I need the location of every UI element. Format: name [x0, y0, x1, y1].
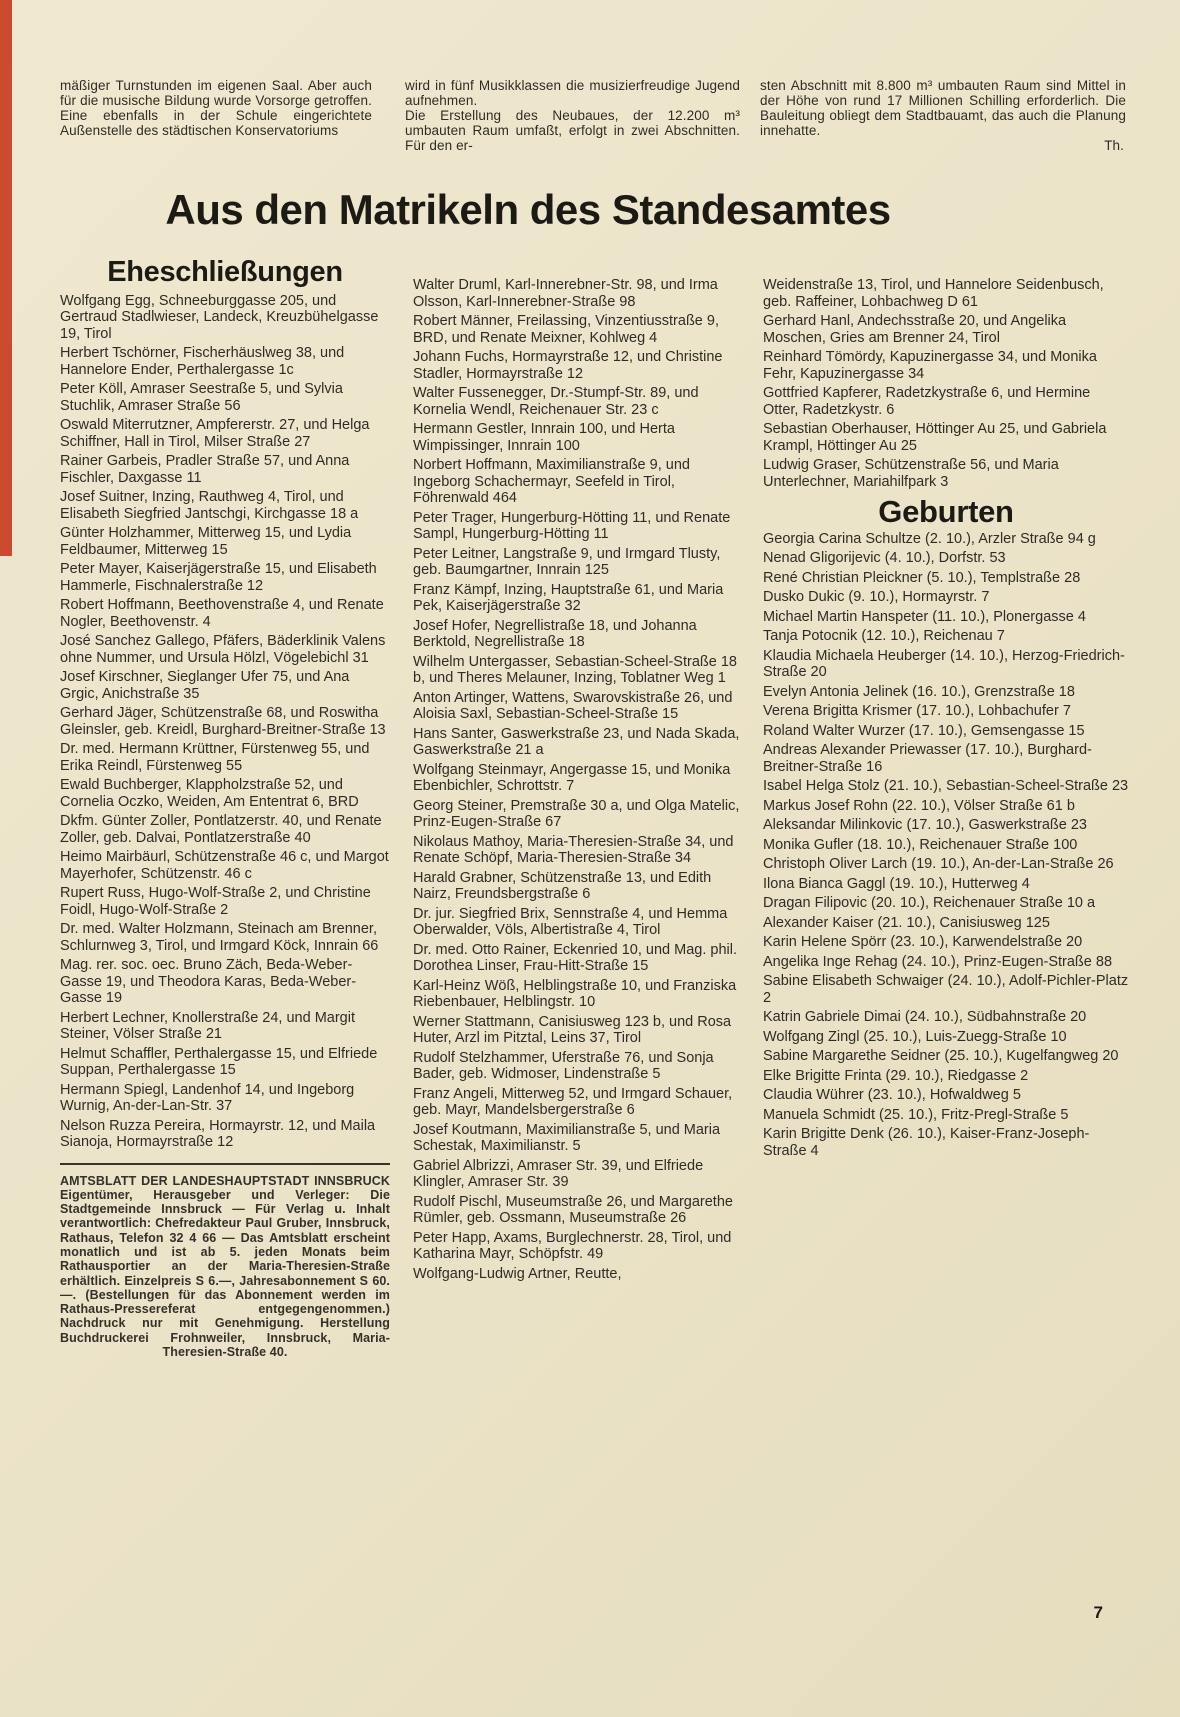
birth-entry: Nenad Gligorijevic (4. 10.), Dorfstr. 53 — [763, 550, 1006, 566]
intro-column-3 — [760, 78, 1126, 153]
birth-entry: Georgia Carina Schultze (2. 10.), Arzler Straße 94 g — [763, 530, 1096, 547]
intro-section — [60, 78, 1126, 153]
marriage-entry: Ludwig Graser, Schützenstraße 56, und Maria Unterlechner, Mariahilfpark 3 — [763, 457, 1059, 490]
marriage-entry: Robert Hoffmann, Beethovenstraße 4, und Renate Nogler, Beethovenstr. 4 — [60, 597, 384, 630]
birth-entry: Ilona Bianca Gaggl (19. 10.), Hutterweg 4 — [763, 875, 1030, 892]
birth-entry: Aleksandar Milinkovic (17. 10.), Gaswerkstraße 23 — [763, 817, 1087, 833]
marriage-entry: Johann Fuchs, Hormayrstraße 12, und Christine Stadler, Hormayrstraße 12 — [413, 349, 723, 382]
birth-entry: Claudia Wührer (23. 10.), Hofwaldweg 5 — [763, 1087, 1021, 1103]
birth-entry: Karin Helene Spörr (23. 10.), Karwendelstraße 20 — [763, 934, 1083, 950]
marriage-entry: Harald Grabner, Schützenstraße 13, und Edith Nairz, Freundsbergstraße 6 — [413, 869, 712, 902]
author-initials: Th. — [1104, 138, 1124, 153]
marriage-entry: Peter Köll, Amraser Seestraße 5, und Sylvia Stuchlik, Amraser Straße 56 — [60, 381, 343, 414]
birth-entry: Dragan Filipovic (20. 10.), Reichenauer Straße 10 a — [763, 895, 1096, 911]
marriage-entry: Josef Hofer, Negrellistraße 18, und Johanna Berktold, Negrellistraße 18 — [413, 617, 697, 650]
marriage-entry-continuation: Weidenstraße 13, Tirol, und Hannelore Seidenbusch, geb. Raffeiner, Lohbachweg D 61 — [763, 277, 1104, 310]
marriages-list-col3 — [763, 313, 1129, 490]
marriages-list-col1 — [60, 293, 390, 1151]
intro-col3-text: sten Abschnitt mit 8.800 m³ umbauten Raum sind Mittel in der Höhe von rund 17 Millionen Schilling erforderlich. Die Bauleitung obliegt dem Stadtbauamt, das auch die Planung innehatte. — [760, 78, 1126, 138]
marriage-entry: Peter Mayer, Kaiserjägerstraße 15, und Elisabeth Hammerle, Fischnalerstraße 12 — [60, 561, 377, 594]
birth-entry: Monika Gufler (18. 10.), Reichenauer Straße 100 — [763, 836, 1078, 853]
birth-entry: Katrin Gabriele Dimai (24. 10.), Südbahnstraße 20 — [763, 1009, 1087, 1025]
birth-entry: Alexander Kaiser (21. 10.), Canisiusweg 125 — [763, 914, 1050, 931]
marriage-entry: Hans Santer, Gaswerkstraße 23, und Nada Skada, Gaswerkstraße 21 a — [413, 725, 740, 758]
marriage-entry: Walter Druml, Karl-Innerebner-Str. 98, und Irma Olsson, Karl-Innerebner-Straße 98 — [413, 277, 718, 310]
marriage-entry: Hermann Gestler, Innrain 100, und Herta Wimpissinger, Innrain 100 — [413, 421, 675, 454]
marriage-entry: Rudolf Pischl, Museumstraße 26, und Margarethe Rümler, geb. Ossmann, Museumstraße 26 — [413, 1193, 733, 1226]
marriage-entry: Walter Fussenegger, Dr.-Stumpf-Str. 89, und Kornelia Wendl, Reichenauer Str. 23 c — [413, 385, 699, 418]
marriage-entry: Dr. med. Otto Rainer, Eckenried 10, und Mag. phil. Dorothea Linser, Frau-Hitt-Straße 15 — [413, 941, 737, 974]
marriages-list-col2 — [413, 277, 745, 1282]
marriage-entry: Franz Angeli, Mitterweg 52, und Irmgard Schauer, geb. Mayr, Mandelsbergerstraße 6 — [413, 1085, 733, 1118]
imprint-text: AMTSBLATT DER LANDESHAUPTSTADT INNSBRUCK Eigentümer, Herausgeber und Verleger: Die Stadtgemeinde Innsbruck — Für Verlag u. Inhalt verantwortlich: Chefredakteur Paul Gruber, Innsbruck, Rathaus, Telefon 32 4 66 — Das Amtsblatt erscheint monatlich und ist ab 5. jeden Monats beim Rathausportier an der Maria-Theresien-Straße erhältlich. Einzelpreis S 6.—, Jahresabonnement S 60.—. (Bestellungen für das Abonnement werden im Rathaus-Pressereferat entgegengenommen.) Nachdruck nur mit Genehmigung. Herstellung Buchdruckerei Frohnweiler, Innsbruck, Maria-Theresien-Straße 40. — [60, 1173, 390, 1360]
marriage-entry: Nikolaus Mathoy, Maria-Theresien-Straße 34, und Renate Schöpf, Maria-Theresien-Straße 34 — [413, 833, 734, 866]
marriage-entry: Rupert Russ, Hugo-Wolf-Straße 2, und Christine Foidl, Hugo-Wolf-Straße 2 — [60, 885, 371, 918]
birth-entry: Sabine Elisabeth Schwaiger (24. 10.), Adolf-Pichler-Platz 2 — [763, 973, 1129, 1006]
marriage-entry: Peter Happ, Axams, Burglechnerstr. 28, Tirol, und Katharina Mayr, Schöpfstr. 49 — [413, 1229, 732, 1262]
marriage-entry: Franz Kämpf, Inzing, Hauptstraße 61, und Maria Pek, Kaiserjägerstraße 32 — [413, 581, 724, 614]
birth-entry: Tanja Potocnik (12. 10.), Reichenau 7 — [763, 628, 1005, 644]
birth-entry: Roland Walter Wurzer (17. 10.), Gemsengasse 15 — [763, 722, 1085, 739]
birth-entry: Elke Brigitte Frinta (29. 10.), Riedgasse 2 — [763, 1067, 1029, 1084]
marriage-entry: Günter Holzhammer, Mitterweg 15, und Lydia Feldbaumer, Mitterweg 15 — [60, 525, 352, 558]
marriage-entry: Oswald Miterrutzner, Ampfererstr. 27, und Helga Schiffner, Hall in Tirol, Milser Straße 27 — [60, 417, 370, 450]
birth-entry: Karin Brigitte Denk (26. 10.), Kaiser-Franz-Joseph-Straße 4 — [763, 1126, 1090, 1159]
marriage-entry: Rainer Garbeis, Pradler Straße 57, und Anna Fischler, Daxgasse 11 — [60, 453, 350, 486]
marriage-entry: Peter Trager, Hungerburg-Hötting 11, und Renate Sampl, Hungerburg-Hötting 11 — [413, 509, 731, 542]
column-2 — [413, 262, 745, 1359]
imprint-divider — [60, 1163, 390, 1165]
marriage-entry: Dr. med. Hermann Krüttner, Fürstenweg 55, und Erika Reindl, Fürstenweg 55 — [60, 741, 370, 774]
marriage-entry: Werner Stattmann, Canisiusweg 123 b, und Rosa Huter, Arzl im Pitztal, Leins 37, Tirol — [413, 1013, 732, 1046]
section-heading-marriages: Eheschließungen — [107, 256, 343, 288]
birth-entry: Isabel Helga Stolz (21. 10.), Sebastian-Scheel-Straße 23 — [763, 778, 1129, 794]
marriage-entry: Gerhard Jäger, Schützenstraße 68, und Roswitha Gleinsler, geb. Kreidl, Burghard-Breitner-Straße 13 — [60, 705, 386, 738]
registry-columns — [60, 256, 1129, 1360]
marriage-entry: Rudolf Stelzhammer, Uferstraße 76, und Sonja Bader, geb. Widmoser, Lindenstraße 5 — [413, 1049, 714, 1082]
marriage-entry: Wolfgang Steinmayr, Angergasse 15, und Monika Ebenbichler, Schrottstr. 7 — [413, 761, 731, 794]
page-title: Aus den Matrikeln des Standesamtes — [165, 186, 891, 233]
birth-entry: Markus Josef Rohn (22. 10.), Völser Straße 61 b — [763, 797, 1075, 814]
marriage-entry: Mag. rer. soc. oec. Bruno Zäch, Beda-Weber-Gasse 19, und Theodora Karas, Beda-Weber-Gasse 19 — [60, 957, 357, 1006]
birth-entry: Verena Brigitta Krismer (17. 10.), Lohbachufer 7 — [763, 703, 1071, 719]
intro-column-1: mäßiger Turnstunden im eigenen Saal. Aber auch für die musische Bildung wurde Vorsorge getroffen. Eine ebenfalls in der Schule eingerichtete Außenstelle des städtischen Konservatoriums — [60, 78, 372, 138]
marriage-entry: Heimo Mairbäurl, Schützenstraße 46 c, und Margot Mayerhofer, Schützenstr. 46 c — [60, 849, 389, 882]
marriage-entry: Gabriel Albrizzi, Amraser Str. 39, und Elfriede Klingler, Amraser Str. 39 — [413, 1157, 704, 1190]
birth-entry: Manuela Schmidt (25. 10.), Fritz-Pregl-Straße 5 — [763, 1106, 1069, 1123]
marriage-entry: Dkfm. Günter Zoller, Pontlatzerstr. 40, und Renate Zoller, geb. Dalvai, Pontlatzerstraße 40 — [60, 813, 382, 846]
intro-col2-paragraph-1: wird in fünf Musikklassen die musizierfreudige Jugend aufnehmen. — [405, 78, 740, 108]
column-1 — [60, 256, 390, 1360]
birth-entry: Sabine Margarethe Seidner (25. 10.), Kugelfangweg 20 — [763, 1048, 1119, 1064]
marriage-entry: Josef Koutmann, Maximilianstraße 5, und Maria Schestak, Maximilianstr. 5 — [413, 1121, 721, 1154]
column-3 — [763, 262, 1129, 1359]
birth-entry: Angelika Inge Rehag (24. 10.), Prinz-Eugen-Straße 88 — [763, 953, 1113, 970]
marriage-entry: Dr. jur. Siegfried Brix, Sennstraße 4, und Hemma Oberwalder, Völs, Albertistraße 4, Tirol — [413, 905, 728, 938]
birth-entry: Wolfgang Zingl (25. 10.), Luis-Zuegg-Straße 10 — [763, 1028, 1067, 1045]
page-number: 7 — [1093, 1603, 1103, 1622]
marriage-entry: Ewald Buchberger, Klappholzstraße 52, und Cornelia Oczko, Weiden, Am Ententrat 6, BRD — [60, 777, 359, 810]
birth-entry: Dusko Dukic (9. 10.), Hormayrstr. 7 — [763, 589, 990, 605]
marriage-entry: Wilhelm Untergasser, Sebastian-Scheel-Straße 18 b, und Theres Melauner, Inzing, Toblatner Weg 1 — [413, 653, 737, 686]
birth-entry: Michael Martin Hanspeter (11. 10.), Plonergasse 4 — [763, 608, 1086, 625]
section-heading-births: Geburten — [878, 494, 1014, 529]
marriage-entry: Sebastian Oberhauser, Höttinger Au 25, und Gabriela Krampl, Höttinger Au 25 — [763, 421, 1107, 454]
marriage-entry: Dr. med. Walter Holzmann, Steinach am Brenner, Schlurnweg 3, Tirol, und Irmgard Köck, Innrain 66 — [60, 921, 379, 954]
marriage-entry: Nelson Ruzza Pereira, Hormayrstr. 12, und Maila Sianoja, Hormayrstraße 12 — [60, 1117, 376, 1150]
marriage-entry: Wolfgang Egg, Schneeburggasse 205, und Gertraud Stadlwieser, Landeck, Kreuzbühelgasse 19, Tirol — [60, 292, 379, 342]
birth-entry: Evelyn Antonia Jelinek (16. 10.), Grenzstraße 18 — [763, 683, 1075, 700]
marriage-entry: Reinhard Tömördy, Kapuzinergasse 34, und Monika Fehr, Kapuzinergasse 34 — [763, 349, 1097, 382]
marriage-entry: Hermann Spiegl, Landenhof 14, und Ingeborg Wurnig, An-der-Lan-Str. 37 — [60, 1081, 355, 1114]
marriage-entry: Anton Artinger, Wattens, Swarovskistraße 26, und Aloisia Saxl, Sebastian-Scheel-Straße 15 — [413, 689, 733, 722]
marriage-entry: Karl-Heinz Wöß, Helblingstraße 10, und Franziska Riebenbauer, Helblingstr. 10 — [413, 977, 737, 1010]
marriage-entry: Georg Steiner, Premstraße 30 a, und Olga Matelic, Prinz-Eugen-Straße 67 — [413, 797, 740, 830]
marriage-entry: Herbert Lechner, Knollerstraße 24, und Margit Steiner, Völser Straße 21 — [60, 1009, 355, 1042]
intro-column-2 — [405, 78, 740, 153]
intro-col2-paragraph-2: Die Erstellung des Neubaues, der 12.200 m³ umbauten Raum umfaßt, erfolgt in zwei Abschnitten. Für den er- — [405, 108, 740, 153]
marriage-entry: Herbert Tschörner, Fischerhäuslweg 38, und Hannelore Ender, Perthalergasse 1c — [60, 345, 345, 378]
marriage-entry: Gottfried Kapferer, Radetzkystraße 6, und Hermine Otter, Radetzkystr. 6 — [763, 385, 1091, 418]
birth-entry: Christoph Oliver Larch (19. 10.), An-der-Lan-Straße 26 — [763, 856, 1114, 872]
marriage-entry: Josef Suitner, Inzing, Rauthweg 4, Tirol, und Elisabeth Siegfried Jantschgi, Kirchgasse 18 a — [60, 489, 359, 522]
marriage-entry: Robert Männer, Freilassing, Vinzentiusstraße 9, BRD, und Renate Meixner, Kohlweg 4 — [413, 313, 719, 346]
birth-entry: René Christian Pleickner (5. 10.), Templstraße 28 — [763, 569, 1081, 586]
marriage-entry: Norbert Hoffmann, Maximilianstraße 9, und Ingeborg Schachermayr, Seefeld in Tirol, Föhrenwald 464 — [413, 457, 690, 506]
marriage-entry: Wolfgang-Ludwig Artner, Reutte, — [413, 1265, 622, 1282]
births-list — [763, 531, 1129, 1160]
birth-entry: Klaudia Michaela Heuberger (14. 10.), Herzog-Friedrich-Straße 20 — [763, 647, 1125, 680]
marriage-entry: Gerhard Hanl, Andechsstraße 20, und Angelika Moschen, Gries am Brenner 24, Tirol — [763, 313, 1067, 346]
marriage-entry: Josef Kirschner, Sieglanger Ufer 75, und Ana Grgic, Anichstraße 35 — [60, 669, 350, 702]
marriage-entry: Peter Leitner, Langstraße 9, und Irmgard Tlusty, geb. Baumgartner, Innrain 125 — [413, 545, 721, 578]
page-edge-red-strip — [0, 0, 12, 556]
marriage-entry: Helmut Schaffler, Perthalergasse 15, und Elfriede Suppan, Perthalergasse 15 — [60, 1045, 378, 1078]
birth-entry: Andreas Alexander Priewasser (17. 10.), Burghard-Breitner-Straße 16 — [763, 742, 1092, 775]
marriage-entry: José Sanchez Gallego, Pfäfers, Bäderklinik Valens ohne Nummer, und Ursula Hölzl, Vögelebichl 31 — [60, 633, 386, 666]
